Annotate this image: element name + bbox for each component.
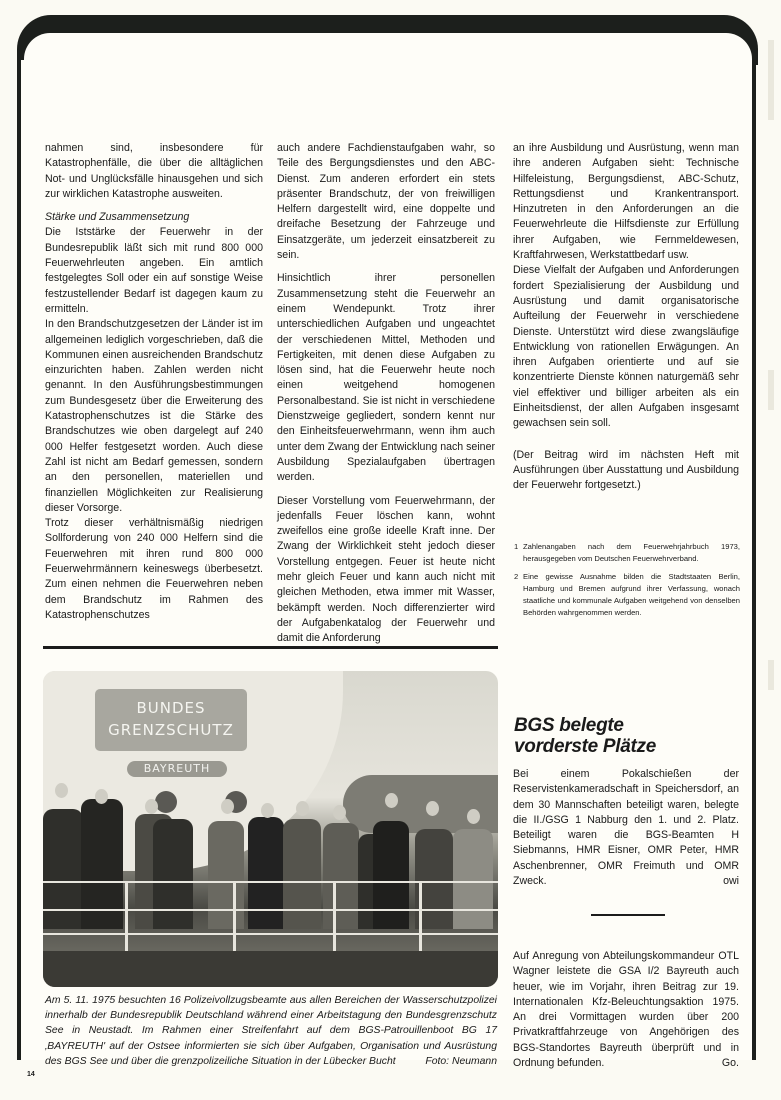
footnote-number: 1 xyxy=(514,542,519,551)
person-figure xyxy=(153,819,193,929)
story-body: Auf Anregung von Abteilungskommandeur OTL Wagner leistete die GSA I/2 Bayreuth auch heuer, wie im Vorjahr, ihren Beitrag zur 19. Internationalen Kfz-Beleuchtungsaktion 1975. An drei Vormittagen wurden über 200 Privatkraftfahrzeuge von Angehörigen des BGS-Standortes Bayreuth überprüft und in Ordnung befunden. xyxy=(513,950,739,1070)
boat-railing xyxy=(43,881,498,883)
section-divider xyxy=(43,646,498,649)
page-number: 14 xyxy=(27,1071,35,1078)
group-of-people xyxy=(43,779,498,929)
story-signature: Go. xyxy=(721,1057,739,1070)
footnote-text: Zahlenangaben nach dem Feuerwehrjahrbuch 1973, herausgegeben vom Deutschen Feuerwehrverband. xyxy=(523,542,740,563)
person-head xyxy=(296,801,309,816)
story-divider xyxy=(591,914,665,916)
boat-railing xyxy=(43,909,498,911)
footnote-text: Eine gewisse Ausnahme bilden die Stadtstaaten Berlin, Hamburg und Bremen aufgrund ihrer Verfassung, wonach staatliche und kommunale Aufgaben weitgehend von denselben Behörden wahrgenommen werden. xyxy=(523,572,740,617)
paragraph: an ihre Ausbildung und Ausrüstung, wenn man ihre anderen Aufgaben sieht: Technische Hilfeleistung, Bergungsdienst, ABC-Schutz, Rettungsdienst und Krankentransport. Hinzutreten in den Anforderungen an die Feuerwehrleute die Hilfsdienste zur Erfüllung ihrer Aufgaben, wie Fernmeldewesen, Kraftfahrwesen, Werkstattbedarf usw. xyxy=(513,142,739,262)
person-figure xyxy=(43,809,83,929)
photo-caption xyxy=(45,993,497,1069)
section-subhead: Stärke und Zusammensetzung xyxy=(45,211,190,224)
continuation-note: (Der Beitrag wird im nächsten Heft mit Ausführungen über Ausstattung und Ausbildung der Feuerwehr fortgesetzt.) xyxy=(513,448,739,492)
scan-margin-artifact xyxy=(768,370,774,410)
boat-sign xyxy=(95,689,247,751)
person-figure xyxy=(323,823,359,929)
paragraph: Trotz dieser verhältnismäßig niedrigen Sollforderung von 240 000 Helfern sind die Feuerwehren mit ihren rund 800 000 Feuerwehrmännern keineswegs überbesetzt. Zum einen nehmen die Feuerwehren neben dem Brandschutz im Rahmen des Katastrophenschutzes xyxy=(45,517,263,621)
person-figure xyxy=(453,829,493,929)
person-figure xyxy=(373,821,409,929)
paragraph: In den Brandschutzgesetzen der Länder ist im allgemeinen lediglich vorgeschrieben, daß die Kommunen einen ausreichenden Brandschutz einzurichten haben. Zahlen werden nicht genannt. In den Ausführungsbestimmungen zum Bundesgesetz über die Erweiterung des Katastrophenschutzes ist die Stärke des Brandschutzes wie oben dargelegt auf 240 000 Helfer festgesetzt worden. Auch diese Zahl ist nicht am Bedarf gemessen, sondern an den personellen, materiellen und finanziellen Möglichkeiten zur Realisierung dieser Vorsorge. xyxy=(45,318,263,514)
footnote xyxy=(514,541,740,565)
person-head xyxy=(95,789,108,804)
paragraph: Die Iststärke der Feuerwehr in der Bundesrepublik läßt sich mit rund 800 000 Feuerwehrleuten angeben. Ein amtlich festgelegtes Soll oder ein auf sonstige Weise festzustellender Bedarf ist dagegen kaum zu ermitteln. xyxy=(45,226,263,315)
footnote-number: 2 xyxy=(514,572,519,581)
person-head xyxy=(221,799,234,814)
boat-deck xyxy=(43,951,498,987)
story-signature: owi xyxy=(723,875,739,888)
article-column-1 xyxy=(45,141,263,623)
sign-text-line: BUNDES xyxy=(136,699,206,717)
paragraph: Diese Vielfalt der Aufgaben und Anforderungen fordert Spezialisierung der Ausbildung und Ausrüstung und damit organisatorische Aufteilung der Feuerwehr in verschiedene Dienste. Unterstützt wird diese zwangsläufige Entwicklung von rationellen Erwägungen. An ihren Aufgaben orientierte und auf sie konzentrierte Dienste können naturgemäß sehr viel effektiver und billiger arbeiten als ein Einheitsdienst, der allen Aufgaben insgesamt gewachsen sein soll. xyxy=(513,264,739,430)
scan-margin-artifact xyxy=(768,660,774,690)
page-frame-right-border xyxy=(752,50,756,1060)
person-head xyxy=(261,803,274,818)
person-head xyxy=(333,805,346,820)
person-figure xyxy=(248,817,284,929)
scan-margin-artifact xyxy=(768,40,774,120)
page-frame-inner xyxy=(24,33,752,93)
paragraph: auch andere Fachdienstaufgaben wahr, so Teile des Bergungsdienstes und den ABC-Dienst. Zum anderen erfordert ein stets präsenter Brandschutz, der von freiwilligen Helfern dargestellt wird, eine doppelte und dreifache Besetzung der Fahrzeuge und Einsatzgeräte, um jederzeit einsatzbereit zu sein. xyxy=(277,142,495,262)
article-column-2 xyxy=(277,141,495,647)
paragraph: Hinsichtlich ihrer personellen Zusammensetzung steht die Feuerwehr an einem Wendepunkt. Trotz ihrer unterschiedlichen Aufgaben und ungeachtet der verschiedenen Mittel, Methoden und Fertigkeiten, mit denen diese Aufgaben zu lösen sind, hat die Feuerwehr heute noch einen weitgehend homogenen Personalbestand. Sie ist nicht in verschiedene Dienstzweige gegliedert, sondern kennt nur den Einheitsfeuerwehrmann, wenn ihm auch unter dem Zwang der Entwicklung nach seiner Ausbildung Spezialaufgaben übertragen werden. xyxy=(277,272,495,484)
article-column-3 xyxy=(513,141,739,494)
paragraph: nahmen sind, insbesondere für Katastrophenfälle, die über die alltäglichen Not- und Unglücksfälle hinausgehen und sich zur wirklichen Katastrophe ausweiten. xyxy=(45,142,263,200)
sign-text-line: GRENZSCHUTZ xyxy=(108,721,234,739)
boat-nameplate: BAYREUTH xyxy=(127,761,227,777)
person-figure xyxy=(208,821,244,929)
headline-line: vorderste Plätze xyxy=(514,736,656,757)
page-frame-left-border xyxy=(17,50,21,1060)
story-body: Bei einem Pokalschießen der Reservistenkameradschaft in Speichersdorf, an dem 30 Mannschaften beteiligt waren, belegte die II./GSG 1 Nabburg den 1. und 2. Platz. Beteiligt waren die BGS-Beamten H Siebmanns, HMR Eisner, OMR Peter, HMR Aschenbrenner, OMR Freimuth und OMR Zweck. xyxy=(513,768,739,888)
paragraph: Dieser Vorstellung vom Feuerwehrmann, der jedenfalls Feuer löschen kann, wohnt zweifellos eine große ideelle Kraft inne. Der Zwang der Wirklichkeit steht jedoch dieser Vorstellung entgegen. Feuer ist heute nicht mehr gleich Feuer und kann auch nicht mit gleichen Methoden, etwa immer mit Wasser, bekämpft werden. Noch differenzierter wird der Aufgabenkatalog der Feuerwehr und damit die Anforderung xyxy=(277,494,495,645)
footnote xyxy=(514,571,740,619)
person-head xyxy=(55,783,68,798)
person-head xyxy=(145,799,158,814)
person-figure xyxy=(283,819,321,929)
footnotes xyxy=(514,541,740,625)
person-head xyxy=(426,801,439,816)
caption-text: Am 5. 11. 1975 besuchten 16 Polizeivollzugsbeamte aus allen Bereichen der Wasserschutzpolizei innerhalb der Bundesrepublik Deutschland während einer Arbeitstagung den Bundesgrenzschutz See in Neustadt. Im Rahmen einer Streifenfahrt auf dem BGS-Patrouillenboot BG 17 ‚BAYREUTH' auf der Ostsee informierten sie sich über Aufgaben, Organisation und Ausrüstung des BGS See und über die grenzpolizeiliche Situation in der Lübecker Bucht xyxy=(45,995,497,1067)
boat-railing xyxy=(43,933,498,935)
sidebar-headline xyxy=(514,715,740,757)
person-head xyxy=(385,793,398,808)
photo-credit: Foto: Neumann xyxy=(425,1055,497,1067)
person-head xyxy=(467,809,480,824)
sidebar-story-2 xyxy=(513,949,739,1071)
sidebar-story-1 xyxy=(513,767,739,889)
photo-boat-group xyxy=(43,671,498,987)
headline-line: BGS belegte xyxy=(514,715,624,736)
